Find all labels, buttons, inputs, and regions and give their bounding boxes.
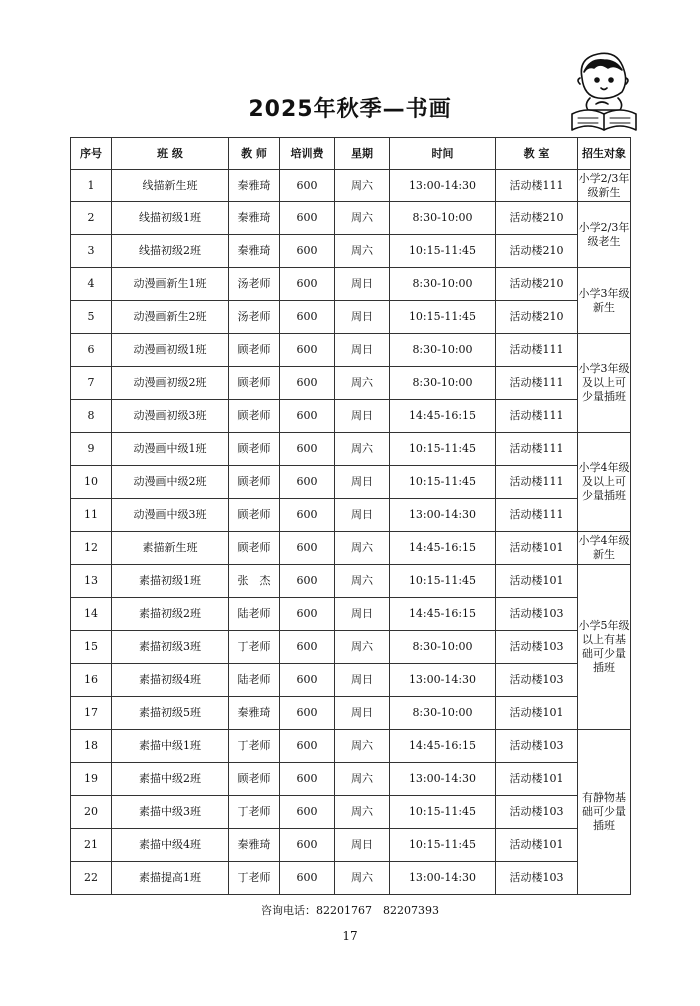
cell-day: 周六 xyxy=(335,433,390,466)
cell-time: 13:00-14:30 xyxy=(390,499,496,532)
cell-day: 周六 xyxy=(335,202,390,235)
table-row xyxy=(71,664,631,697)
cell-time: 14:45-16:15 xyxy=(390,730,496,763)
cell-target xyxy=(578,730,631,895)
cell-day: 周六 xyxy=(335,730,390,763)
cell-no: 13 xyxy=(71,565,112,598)
target-line: 小学4年级 xyxy=(578,461,630,474)
target-line: 新生 xyxy=(593,548,615,561)
cell-no: 12 xyxy=(71,532,112,565)
cell-day: 周六 xyxy=(335,631,390,664)
cell-room: 活动楼210 xyxy=(496,301,578,334)
cell-class: 动漫画初级3班 xyxy=(112,400,229,433)
cell-room: 活动楼111 xyxy=(496,170,578,202)
cell-fee: 600 xyxy=(280,301,335,334)
target-line: 小学3年级 xyxy=(578,362,630,375)
cell-room: 活动楼103 xyxy=(496,631,578,664)
cell-time: 10:15-11:45 xyxy=(390,466,496,499)
cell-class: 动漫画新生1班 xyxy=(112,268,229,301)
cell-class: 素描初级5班 xyxy=(112,697,229,730)
cell-day: 周六 xyxy=(335,565,390,598)
cell-day: 周日 xyxy=(335,697,390,730)
cell-room: 活动楼111 xyxy=(496,433,578,466)
header-teacher: 教 师 xyxy=(229,138,280,170)
cell-teacher: 秦雅琦 xyxy=(229,235,280,268)
cell-day: 周六 xyxy=(335,862,390,895)
cell-day: 周日 xyxy=(335,499,390,532)
target-line: 新生 xyxy=(593,300,615,314)
cell-teacher: 张 杰 xyxy=(229,565,280,598)
cell-day: 周六 xyxy=(335,796,390,829)
cell-teacher: 顾老师 xyxy=(229,763,280,796)
cell-teacher: 汤老师 xyxy=(229,268,280,301)
table-row xyxy=(71,301,631,334)
cell-teacher: 顾老师 xyxy=(229,466,280,499)
target-line: 及以上可 xyxy=(582,376,626,389)
table-row xyxy=(71,697,631,730)
cell-no: 7 xyxy=(71,367,112,400)
header-class: 班 级 xyxy=(112,138,229,170)
target-line: 少量插班 xyxy=(582,489,626,502)
cell-class: 动漫画中级1班 xyxy=(112,433,229,466)
table-row xyxy=(71,235,631,268)
cell-time: 10:15-11:45 xyxy=(390,796,496,829)
cell-day: 周日 xyxy=(335,334,390,367)
cell-class: 素描初级2班 xyxy=(112,598,229,631)
cell-target xyxy=(578,202,631,268)
cell-teacher: 陆老师 xyxy=(229,664,280,697)
cell-time: 10:15-11:45 xyxy=(390,433,496,466)
cell-no: 17 xyxy=(71,697,112,730)
cell-teacher: 丁老师 xyxy=(229,730,280,763)
cell-time: 13:00-14:30 xyxy=(390,664,496,697)
cell-room: 活动楼103 xyxy=(496,664,578,697)
header-target: 招生对象 xyxy=(578,138,631,170)
page-number: 17 xyxy=(342,929,358,943)
target-line: 小学2/3年 xyxy=(578,171,630,185)
cell-target xyxy=(578,532,631,565)
header-fee: 培训费 xyxy=(280,138,335,170)
table-row xyxy=(71,631,631,664)
cell-room: 活动楼210 xyxy=(496,268,578,301)
cell-fee: 600 xyxy=(280,829,335,862)
cell-teacher: 汤老师 xyxy=(229,301,280,334)
cell-fee: 600 xyxy=(280,367,335,400)
table-row xyxy=(71,565,631,598)
cell-teacher: 丁老师 xyxy=(229,862,280,895)
cell-time: 14:45-16:15 xyxy=(390,400,496,433)
cell-teacher: 秦雅琦 xyxy=(229,202,280,235)
table-row xyxy=(71,202,631,235)
cell-time: 13:00-14:30 xyxy=(390,170,496,202)
table-row xyxy=(71,433,631,466)
cell-fee: 600 xyxy=(280,466,335,499)
cell-room: 活动楼210 xyxy=(496,235,578,268)
cell-fee: 600 xyxy=(280,532,335,565)
cell-fee: 600 xyxy=(280,202,335,235)
cell-no: 14 xyxy=(71,598,112,631)
cell-day: 周六 xyxy=(335,763,390,796)
cell-fee: 600 xyxy=(280,499,335,532)
cell-room: 活动楼101 xyxy=(496,829,578,862)
cell-day: 周六 xyxy=(335,367,390,400)
target-line: 小学4年级 xyxy=(578,534,630,547)
cell-room: 活动楼103 xyxy=(496,730,578,763)
cell-target xyxy=(578,268,631,334)
table-row xyxy=(71,796,631,829)
target-line: 以上有基 xyxy=(582,633,626,646)
table-row xyxy=(71,862,631,895)
cell-fee: 600 xyxy=(280,598,335,631)
table-row xyxy=(71,334,631,367)
cell-no: 18 xyxy=(71,730,112,763)
table-row xyxy=(71,466,631,499)
cell-teacher: 顾老师 xyxy=(229,532,280,565)
cell-fee: 600 xyxy=(280,730,335,763)
cell-teacher: 秦雅琦 xyxy=(229,829,280,862)
target-line: 小学3年级 xyxy=(578,286,630,300)
cell-class: 线描新生班 xyxy=(112,170,229,202)
cell-teacher: 陆老师 xyxy=(229,598,280,631)
cell-class: 素描新生班 xyxy=(112,532,229,565)
cell-day: 周六 xyxy=(335,170,390,202)
target-line: 有静物基 xyxy=(582,791,626,804)
cell-no: 21 xyxy=(71,829,112,862)
cell-target xyxy=(578,334,631,433)
cell-time: 8:30-10:00 xyxy=(390,202,496,235)
header-no: 序号 xyxy=(71,138,112,170)
cell-day: 周六 xyxy=(335,532,390,565)
target-line: 少量插班 xyxy=(582,390,626,403)
cell-no: 8 xyxy=(71,400,112,433)
cell-fee: 600 xyxy=(280,565,335,598)
cell-time: 8:30-10:00 xyxy=(390,697,496,730)
cell-class: 素描中级1班 xyxy=(112,730,229,763)
cell-room: 活动楼111 xyxy=(496,367,578,400)
cell-day: 周日 xyxy=(335,664,390,697)
cell-no: 20 xyxy=(71,796,112,829)
cell-class: 素描初级1班 xyxy=(112,565,229,598)
cell-room: 活动楼103 xyxy=(496,862,578,895)
course-schedule-table xyxy=(70,137,631,895)
target-line: 插班 xyxy=(593,661,615,674)
table-row xyxy=(71,268,631,301)
cell-no: 5 xyxy=(71,301,112,334)
cell-class: 素描初级3班 xyxy=(112,631,229,664)
contact-phone: 咨询电话：82201767 82207393 xyxy=(261,904,439,917)
cell-target xyxy=(578,433,631,532)
cell-no: 9 xyxy=(71,433,112,466)
target-line: 小学5年级 xyxy=(578,619,630,632)
cell-class: 素描中级3班 xyxy=(112,796,229,829)
cell-fee: 600 xyxy=(280,334,335,367)
cell-fee: 600 xyxy=(280,697,335,730)
cell-room: 活动楼111 xyxy=(496,466,578,499)
cell-fee: 600 xyxy=(280,433,335,466)
cell-time: 10:15-11:45 xyxy=(390,301,496,334)
cell-fee: 600 xyxy=(280,235,335,268)
cell-day: 周日 xyxy=(335,400,390,433)
cell-class: 素描中级4班 xyxy=(112,829,229,862)
table-row xyxy=(71,730,631,763)
target-line: 级新生 xyxy=(587,185,621,199)
cell-fee: 600 xyxy=(280,170,335,202)
cell-room: 活动楼101 xyxy=(496,532,578,565)
cell-fee: 600 xyxy=(280,631,335,664)
header-day: 星期 xyxy=(335,138,390,170)
cell-class: 线描初级1班 xyxy=(112,202,229,235)
cell-class: 动漫画中级3班 xyxy=(112,499,229,532)
cell-no: 4 xyxy=(71,268,112,301)
cell-teacher: 秦雅琦 xyxy=(229,170,280,202)
child-reading-illustration xyxy=(568,48,640,134)
target-line: 小学2/3年 xyxy=(578,220,630,234)
cell-teacher: 顾老师 xyxy=(229,334,280,367)
cell-day: 周日 xyxy=(335,598,390,631)
cell-room: 活动楼103 xyxy=(496,598,578,631)
cell-room: 活动楼103 xyxy=(496,796,578,829)
cell-target xyxy=(578,170,631,202)
cell-time: 8:30-10:00 xyxy=(390,334,496,367)
header-time: 时间 xyxy=(390,138,496,170)
cell-teacher: 顾老师 xyxy=(229,433,280,466)
cell-room: 活动楼210 xyxy=(496,202,578,235)
cell-no: 19 xyxy=(71,763,112,796)
cell-teacher: 顾老师 xyxy=(229,367,280,400)
table-row xyxy=(71,532,631,565)
cell-no: 10 xyxy=(71,466,112,499)
cell-time: 8:30-10:00 xyxy=(390,631,496,664)
cell-no: 22 xyxy=(71,862,112,895)
cell-room: 活动楼111 xyxy=(496,499,578,532)
cell-time: 13:00-14:30 xyxy=(390,763,496,796)
target-line: 级老生 xyxy=(587,234,621,248)
cell-fee: 600 xyxy=(280,763,335,796)
table-row xyxy=(71,400,631,433)
cell-day: 周六 xyxy=(335,235,390,268)
cell-time: 14:45-16:15 xyxy=(390,598,496,631)
cell-fee: 600 xyxy=(280,664,335,697)
cell-day: 周日 xyxy=(335,268,390,301)
cell-day: 周日 xyxy=(335,829,390,862)
table-row xyxy=(71,598,631,631)
table-row xyxy=(71,499,631,532)
cell-day: 周日 xyxy=(335,301,390,334)
cell-class: 动漫画初级2班 xyxy=(112,367,229,400)
cell-time: 8:30-10:00 xyxy=(390,268,496,301)
cell-time: 14:45-16:15 xyxy=(390,532,496,565)
cell-time: 10:15-11:45 xyxy=(390,565,496,598)
cell-room: 活动楼111 xyxy=(496,400,578,433)
cell-fee: 600 xyxy=(280,862,335,895)
table-row xyxy=(71,829,631,862)
cell-room: 活动楼101 xyxy=(496,763,578,796)
cell-teacher: 秦雅琦 xyxy=(229,697,280,730)
cell-time: 13:00-14:30 xyxy=(390,862,496,895)
cell-day: 周日 xyxy=(335,466,390,499)
table-header-row xyxy=(71,138,631,170)
table-row xyxy=(71,367,631,400)
cell-fee: 600 xyxy=(280,268,335,301)
cell-class: 动漫画初级1班 xyxy=(112,334,229,367)
cell-class: 素描中级2班 xyxy=(112,763,229,796)
cell-time: 10:15-11:45 xyxy=(390,829,496,862)
cell-no: 3 xyxy=(71,235,112,268)
cell-teacher: 丁老师 xyxy=(229,796,280,829)
table-row xyxy=(71,763,631,796)
cell-room: 活动楼101 xyxy=(496,565,578,598)
cell-teacher: 丁老师 xyxy=(229,631,280,664)
cell-fee: 600 xyxy=(280,400,335,433)
cell-room: 活动楼111 xyxy=(496,334,578,367)
cell-no: 1 xyxy=(71,170,112,202)
header-room: 教 室 xyxy=(496,138,578,170)
cell-target xyxy=(578,565,631,730)
cell-no: 16 xyxy=(71,664,112,697)
table-row xyxy=(71,170,631,202)
target-line: 础可少量 xyxy=(582,647,626,660)
cell-teacher: 顾老师 xyxy=(229,400,280,433)
cell-class: 线描初级2班 xyxy=(112,235,229,268)
cell-time: 8:30-10:00 xyxy=(390,367,496,400)
cell-teacher: 顾老师 xyxy=(229,499,280,532)
target-line: 及以上可 xyxy=(582,475,626,488)
cell-no: 15 xyxy=(71,631,112,664)
target-line: 础可少量 xyxy=(582,805,626,818)
cell-fee: 600 xyxy=(280,796,335,829)
cell-class: 素描提高1班 xyxy=(112,862,229,895)
page-title: 2025年秋季—书画 xyxy=(248,97,452,122)
cell-no: 6 xyxy=(71,334,112,367)
cell-no: 11 xyxy=(71,499,112,532)
target-line: 插班 xyxy=(593,819,615,832)
cell-class: 素描初级4班 xyxy=(112,664,229,697)
cell-class: 动漫画新生2班 xyxy=(112,301,229,334)
cell-room: 活动楼101 xyxy=(496,697,578,730)
cell-time: 10:15-11:45 xyxy=(390,235,496,268)
cell-class: 动漫画中级2班 xyxy=(112,466,229,499)
cell-no: 2 xyxy=(71,202,112,235)
